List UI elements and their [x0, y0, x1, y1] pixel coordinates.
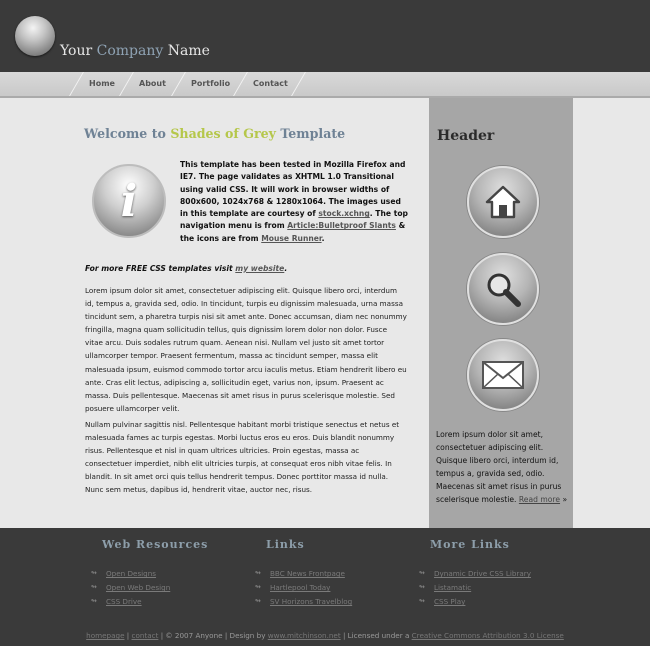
free-css-note	[85, 264, 287, 273]
footer-link[interactable]: CSS Drive	[106, 597, 142, 606]
page-title	[84, 126, 345, 141]
envelope-icon[interactable]	[467, 339, 539, 411]
footer-link[interactable]: SV Horizons Travelblog	[270, 597, 353, 606]
nav-item-contact[interactable]: Contact	[253, 79, 288, 88]
footer-col-title: Web Resources	[102, 538, 209, 551]
nav-item-about[interactable]: About	[139, 79, 166, 88]
body-paragraph-2: Nullam pulvinar sagittis nisl. Pellentesque habitant morbi tristique senectus et netus et malesuada fames ac turpis egestas. Morbi luctus eros eu eros. Duis blandit nonummy risus. Pellentesque et nisl in quam ultrices ultricies. Proin egestas, massa ac consectetuer imperdiet, nibh elit ultricies turpis, at consequat eros nibh vitae felis. In blandit. In sit amet orci quis tellus hendrerit tempus. Donec porttitor massa id nulla. Nunc sem metus, dapibus id, hendrerit vitae, auctor nec, risus.	[85, 420, 400, 495]
home-icon[interactable]	[467, 166, 539, 238]
arrow-icon: ↬	[419, 569, 425, 577]
arrow-icon: ↬	[255, 583, 261, 591]
title-prefix: Welcome to	[84, 126, 171, 141]
magnifier-icon[interactable]	[467, 253, 539, 325]
site-logo-text[interactable]	[60, 43, 210, 59]
info-icon: i	[92, 164, 166, 238]
nav-divider	[171, 72, 186, 96]
intro-part: . The top navigation menu is from	[180, 209, 408, 231]
separator: |	[124, 631, 132, 640]
contact-link[interactable]: contact	[131, 631, 159, 640]
stock-xchng-link[interactable]: stock.xchng	[318, 209, 370, 219]
arrow-icon: ↬	[255, 569, 261, 577]
nav-divider	[233, 72, 248, 96]
logo-sphere-icon	[15, 16, 55, 56]
footer-link[interactable]: Listamatic	[434, 583, 472, 592]
read-more-link[interactable]: Read more	[518, 495, 561, 504]
arrow-icon: ↬	[91, 569, 97, 577]
free-css-text: For more FREE CSS templates visit	[85, 264, 236, 273]
site-footer	[0, 528, 650, 646]
intro-part: This template has been tested in Mozilla Firefox and IE7. The page validates as XHTML 1.0 Transitional using valid CSS. It will work in browser widths of 800x600, 1024x768 & 1280x1064. The images used in this template are courtesy of	[180, 160, 406, 219]
footer-col-title: Links	[266, 538, 305, 551]
bulletproof-slants-link[interactable]: Article:Bulletproof Slants	[287, 221, 396, 231]
license-text: | Licensed under a	[340, 631, 412, 640]
footer-col-title: More Links	[430, 538, 510, 551]
arrow-icon: ↬	[419, 597, 425, 605]
nav-divider	[69, 72, 84, 96]
read-more-arrow: »	[560, 495, 568, 504]
copyright-bar	[0, 631, 650, 640]
nav-divider	[119, 72, 134, 96]
footer-link[interactable]: Open Designs	[106, 569, 157, 578]
sidebar-header: Header	[437, 128, 495, 144]
mouse-runner-link[interactable]: Mouse Runner	[261, 233, 322, 243]
footer-link[interactable]: CSS Play	[434, 597, 466, 606]
sidebar-text	[436, 428, 570, 506]
my-website-link[interactable]: my website	[235, 264, 285, 273]
nav-item-portfolio[interactable]: Portfolio	[191, 79, 231, 88]
footer-link[interactable]: Dynamic Drive CSS Library	[434, 569, 531, 578]
footer-link[interactable]: BBC News Frontpage	[270, 569, 345, 578]
sidebar-text-body: Lorem ipsum dolor sit amet, consectetuer adipiscing elit. Quisque libero orci, interdum id, tempus a, gravida sed, odio. Maecenas sit amet risus in purus scelerisque molestie.	[436, 430, 562, 504]
intro-part: .	[321, 233, 325, 243]
arrow-icon: ↬	[91, 597, 97, 605]
logo-prefix: Your	[60, 43, 97, 59]
top-navigation	[0, 72, 650, 98]
title-suffix: Template	[275, 126, 346, 141]
footer-link[interactable]: Hartlepool Today	[270, 583, 331, 592]
license-link[interactable]: Creative Commons Attribution 3.0 License	[411, 631, 564, 640]
arrow-icon: ↬	[255, 597, 261, 605]
body-paragraph-1: Lorem ipsum dolor sit amet, consectetuer adipiscing elit. Quisque libero orci, interdum id, tempus a, gravida sed, odio. In tincidunt, turpis eu dignissim malesuada, urna massa tincidunt sem, a pharetra turpis nisi sit amet ante. Donec accumsan, diam nec nonummy fringilla, magna quam sollicitudin tellus, quis dignissim lorem dolor non dolor. Fusce vitae arcu. Duis sodales rutrum quam. Aenean nisi. Nullam vel justo sit amet tortor ullamcorper tempor. Praesent fermentum, massa ac tincidunt semper, massa elit malesuada ipsum, euismod commodo tortor arcu iaculis metus. Etiam hendrerit libero eu ante. Cras elit lectus, adipiscing a, sollicitudin eget, varius non, ipsum. Praesent ac massa. Duis pellentesque. Maecenas sit amet risus in purus scelerisque molestie. Sed posuere ullamcorper velit.	[85, 286, 407, 413]
logo-suffix: Name	[163, 43, 210, 59]
sidebar	[429, 98, 573, 528]
arrow-icon: ↬	[91, 583, 97, 591]
copyright-text: | © 2007 Anyone | Design by	[158, 631, 268, 640]
logo-accent: Company	[96, 43, 164, 59]
intro-text	[180, 159, 408, 245]
nav-divider	[291, 72, 306, 96]
arrow-icon: ↬	[419, 583, 425, 591]
designer-link[interactable]: www.mitchinson.net	[267, 631, 341, 640]
nav-item-home[interactable]: Home	[89, 79, 115, 88]
free-css-end: .	[284, 264, 288, 273]
footer-link[interactable]: Open Web Design	[106, 583, 171, 592]
intro-part: & the icons are from	[180, 221, 406, 243]
homepage-link[interactable]: homepage	[86, 631, 125, 640]
title-highlight: Shades of Grey	[170, 126, 276, 141]
site-header	[0, 0, 650, 72]
